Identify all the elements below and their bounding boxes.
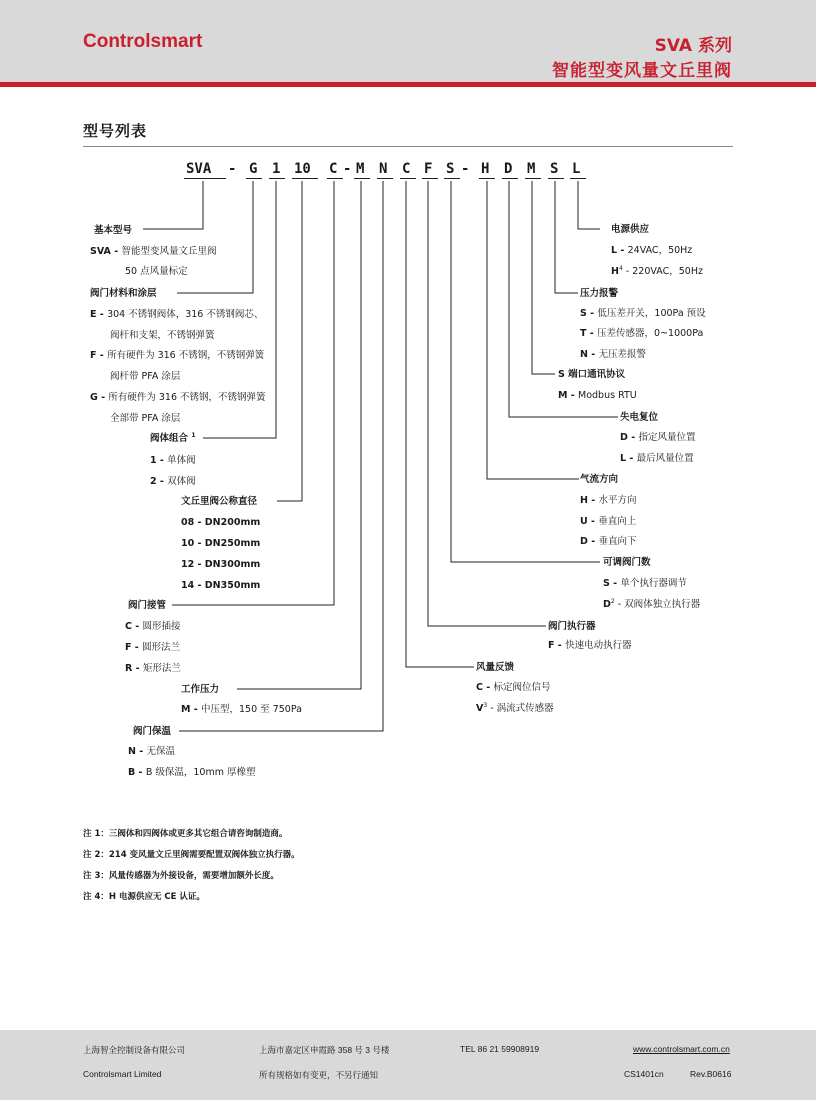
connection-option-r: R - 矩形法兰	[125, 663, 181, 674]
code-m: M	[527, 161, 536, 177]
code-dash: -	[228, 161, 237, 177]
base-model-option: SVA - 智能型变风量文丘里阀	[90, 246, 217, 257]
failsafe-option-d: D - 指定风量位置	[620, 432, 696, 443]
diameter-option-08: 08 - DN200mm	[181, 517, 261, 528]
adjustable-option-s: S - 单个执行器调节	[603, 578, 687, 589]
insulation-title: 阀门保温	[133, 726, 172, 737]
code-g: G	[249, 161, 258, 177]
feedback-option-v: $V^3$ - 涡流式传感器	[476, 701, 554, 714]
code-dash: -	[461, 161, 470, 177]
insulation-option-n: N - 无保温	[128, 746, 176, 757]
code-dash: -	[343, 161, 352, 177]
code-s: S	[446, 161, 455, 177]
section-title: 型号列表	[83, 122, 148, 140]
comm-option-m: M - Modbus RTU	[558, 390, 637, 401]
feedback-title: 风量反馈	[476, 662, 515, 673]
base-model-title: 基本型号	[94, 225, 133, 236]
material-option-g-line2: 全部带 PFA 涂层	[110, 413, 181, 424]
note-4: 注 4：H 电源供应无 CE 认证。	[83, 892, 205, 902]
feedback-option-c: C - 标定阀位信号	[476, 682, 551, 693]
code-sva: SVA	[186, 161, 212, 177]
code-n: N	[379, 161, 388, 177]
footer-website-link[interactable]: www.controlsmart.com.cn	[633, 1044, 730, 1054]
code-s: S	[550, 161, 559, 177]
adjustable-option-d: $D^2$ - 双阀体独立执行器	[603, 597, 701, 610]
series-name: SVA 系列	[654, 36, 732, 56]
material-option-g: G - 所有硬件为 316 不锈钢，不锈钢弹簧	[90, 392, 266, 403]
diameter-option-10: 10 - DN250mm	[181, 538, 261, 549]
power-title: 电源供应	[611, 224, 650, 235]
actuator-option-f: F - 快速电动执行器	[548, 640, 632, 651]
code-f: F	[424, 161, 433, 177]
code-l: L	[572, 161, 581, 177]
footer-tel: TEL 86 21 59908919	[460, 1044, 540, 1054]
actuator-title: 阀门执行器	[548, 621, 596, 632]
base-model-option-line2: 50 点风量标定	[125, 266, 188, 277]
failsafe-option-l: L - 最后风量位置	[620, 453, 694, 464]
airflow-option-u: U - 垂直向上	[580, 516, 637, 527]
connection-title: 阀门接管	[128, 600, 167, 611]
alarm-option-n: N - 无压差报警	[580, 349, 647, 360]
combo-option-1: 1 - 单体阀	[150, 455, 196, 466]
code-10: 10	[294, 161, 311, 177]
code-c: C	[402, 161, 411, 177]
material-title: 阀门材料和涂层	[90, 288, 157, 299]
footer-address: 上海市嘉定区申霞路 358 号 3 号楼	[259, 1045, 390, 1055]
brand-logo-text: Controlsmart	[83, 31, 203, 52]
material-option-f-line2: 阀杆带 PFA 涂层	[110, 371, 181, 382]
connection-option-c: C - 圆形插接	[125, 621, 181, 632]
insulation-option-b: B - B 级保温，10mm 厚橡塑	[128, 767, 256, 778]
footer-doc-number: CS1401cn	[624, 1069, 664, 1079]
pressure-option-m: M - 中压型，150 至 750Pa	[181, 704, 302, 715]
combo-title: 阀体组合 $^1$	[150, 431, 196, 444]
code-m: M	[356, 161, 365, 177]
power-option-h: $H^4 - 220VAC$，50Hz	[611, 264, 703, 277]
comm-title: S 端口通讯协议	[558, 369, 626, 380]
material-option-e: E - 304 不锈钢阀体，316 不锈钢阀芯、	[90, 309, 264, 320]
alarm-option-s: S - 低压差开关，100Pa 预设	[580, 308, 706, 319]
diameter-option-14: 14 - DN350mm	[181, 580, 261, 591]
alarm-title: 压力报警	[580, 288, 619, 299]
pressure-title: 工作压力	[181, 684, 220, 695]
footer-disclaimer: 所有规格如有变更，不另行通知	[259, 1070, 379, 1080]
note-3: 注 3：风量传感器为外接设备，需要增加额外长度。	[83, 871, 279, 881]
diameter-title: 文丘里阀公称直径	[181, 496, 258, 507]
connection-option-f: F - 圆形法兰	[125, 642, 181, 653]
material-option-e-line2: 阀杆和支架，不锈钢弹簧	[110, 330, 215, 341]
airflow-title: 气流方向	[580, 474, 619, 485]
alarm-option-t: T - 压差传感器，0~1000Pa	[580, 328, 704, 339]
footer-company-cn: 上海智全控制设备有限公司	[83, 1045, 186, 1055]
note-1: 注 1：三阀体和四阀体或更多其它组合请咨询制造商。	[83, 829, 288, 839]
note-2: 注 2：214 变风量文丘里阀需要配置双阀体独立执行器。	[83, 850, 300, 860]
adjustable-title: 可调阀门数	[603, 557, 651, 568]
diameter-option-12: 12 - DN300mm	[181, 559, 261, 570]
code-h: H	[481, 161, 490, 177]
airflow-option-h: H - 水平方向	[580, 495, 637, 506]
code-c: C	[329, 161, 338, 177]
material-option-f: F - 所有硬件为 316 不锈钢，不锈钢弹簧	[90, 350, 265, 361]
footer-revision: Rev.B0616	[690, 1069, 732, 1079]
footer-company-en: Controlsmart Limited	[83, 1069, 162, 1079]
power-option-l: L - 24VAC，50Hz	[611, 245, 693, 256]
page-footer	[0, 1030, 816, 1100]
code-d: D	[504, 161, 513, 177]
product-name: 智能型变风量文丘里阀	[552, 61, 732, 81]
failsafe-title: 失电复位	[620, 412, 659, 423]
airflow-option-d: D - 垂直向下	[580, 536, 637, 547]
combo-option-2: 2 - 双体阀	[150, 476, 196, 487]
code-1: 1	[272, 161, 281, 177]
